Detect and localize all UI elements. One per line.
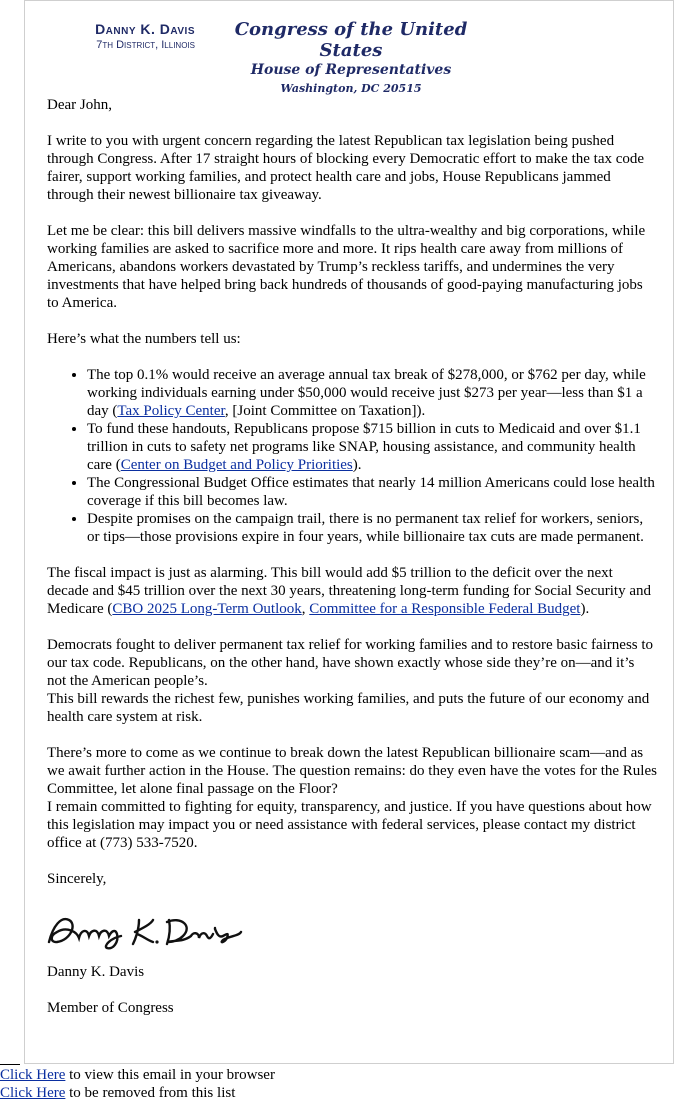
sender-name: Danny K. Davis	[95, 21, 195, 37]
paragraph-6	[47, 744, 657, 852]
letter-body	[47, 96, 657, 1035]
congress-city: Washington, DC 20515	[280, 82, 422, 95]
unsubscribe-line	[0, 1084, 275, 1102]
view-in-browser-line	[0, 1066, 275, 1084]
paragraph-5a: Democrats fought to deliver permanent tax relief for working families and to restore basic fairness to our tax code. Republicans, on the other hand, have shown exactly whose side they’re on—and it’s not the American people’s.	[47, 637, 654, 689]
greeting: Dear John,	[47, 97, 112, 113]
cbo-outlook-link[interactable]: CBO 2025 Long-Term Outlook	[112, 601, 302, 617]
paragraph-4	[47, 564, 657, 618]
letter-frame	[24, 0, 674, 1064]
numbers-list	[47, 366, 657, 546]
bullet-4-text: Despite promises on the campaign trail, there is no permanent tax relief for workers, seniors, or tips—those provisions expire in four years, while billionaire tax cuts are made permanent.	[87, 511, 644, 545]
congress-title: Congress of the United States	[234, 19, 468, 61]
paragraph-5b: This bill rewards the richest few, punishes working families, and puts the future of our economy and health care system at risk.	[47, 691, 650, 725]
congress-seal-text	[221, 19, 481, 95]
list-item	[87, 420, 657, 474]
bullet-3-text: The Congressional Budget Office estimates that nearly 14 million Americans could lose health coverage if this bill becomes law.	[87, 475, 655, 509]
closing: Sincerely,	[47, 871, 107, 887]
view-in-browser-text: to view this email in your browser	[65, 1067, 275, 1083]
sender-district: 7th District, Illinois	[96, 39, 195, 51]
tax-policy-center-link[interactable]: Tax Policy Center	[117, 403, 225, 419]
footer-divider	[0, 1064, 20, 1065]
paragraph-2: Let me be clear: this bill delivers massive windfalls to the ultra-wealthy and big corporations, while working families are asked to sacrifice more and more. It rips health care away from millions of Americans, abandons workers devastated by Trump’s reckless tariffs, and undermines the very investments that have helped bring back hundreds of thousands of good-paying manufacturing jobs to America.	[47, 223, 646, 311]
cbpp-link[interactable]: Center on Budget and Policy Priorities	[120, 457, 353, 473]
letterhead	[25, 1, 675, 95]
congress-house: House of Representatives	[250, 62, 452, 78]
list-item	[87, 366, 657, 420]
paragraph-1: I write to you with urgent concern regarding the latest Republican tax legislation being pushed through Congress. After 17 straight hours of blocking every Democratic effort to make the tax code fairer, support working families, and protect health care and jobs, House Republicans jammed through their newest billionaire tax giveaway.	[47, 133, 645, 203]
list-item	[87, 474, 657, 510]
bullet-2-text: To fund these handouts, Republicans propose $715 billion in cuts to Medicaid and over $1.1 trillion in cuts to safety net programs like SNAP, housing assistance, and community health care (	[87, 421, 641, 473]
signature-image	[43, 906, 657, 957]
paragraph-4-tail: ).	[580, 601, 590, 617]
signer-name: Danny K. Davis	[47, 964, 145, 980]
view-in-browser-link[interactable]: Click Here	[0, 1067, 66, 1083]
email-footer	[0, 1066, 275, 1102]
paragraph-3: Here’s what the numbers tell us:	[47, 331, 241, 347]
paragraph-4-separator: ,	[301, 601, 310, 617]
paragraph-6a: There’s more to come as we continue to break down the latest Republican billionaire scam—and as we await further action in the House. The question remains: do they even have the votes for the Rules Committee, let alone final passage on the Floor?	[47, 745, 657, 797]
bullet-1-text: The top 0.1% would receive an average annual tax break of $278,000, or $762 per day, while working individuals earning under $50,000 would receive just $273 per year—less than $1 a day (	[87, 367, 646, 419]
paragraph-6b: I remain committed to fighting for equity, transparency, and justice. If you have questions about how this legislation may impact you or need assistance with federal services, please contact my district office at (773) 533-7520.	[47, 799, 652, 851]
unsubscribe-link[interactable]: Click Here	[0, 1085, 66, 1101]
paragraph-4-text: The fiscal impact is just as alarming. This bill would add $5 trillion to the deficit over the next decade and $45 trillion over the next 30 years, threatening long-term funding for Social Security and Medicare (	[47, 565, 651, 617]
paragraph-5	[47, 636, 657, 726]
sender-block	[75, 21, 195, 51]
bullet-2-tail: ).	[352, 457, 362, 473]
signature-scribble	[43, 906, 253, 952]
crfb-link[interactable]: Committee for a Responsible Federal Budget	[309, 601, 581, 617]
bullet-1-tail: , [Joint Committee on Taxation]).	[224, 403, 426, 419]
list-item	[87, 510, 657, 546]
signer-title: Member of Congress	[47, 1000, 174, 1016]
unsubscribe-text: to be removed from this list	[65, 1085, 236, 1101]
